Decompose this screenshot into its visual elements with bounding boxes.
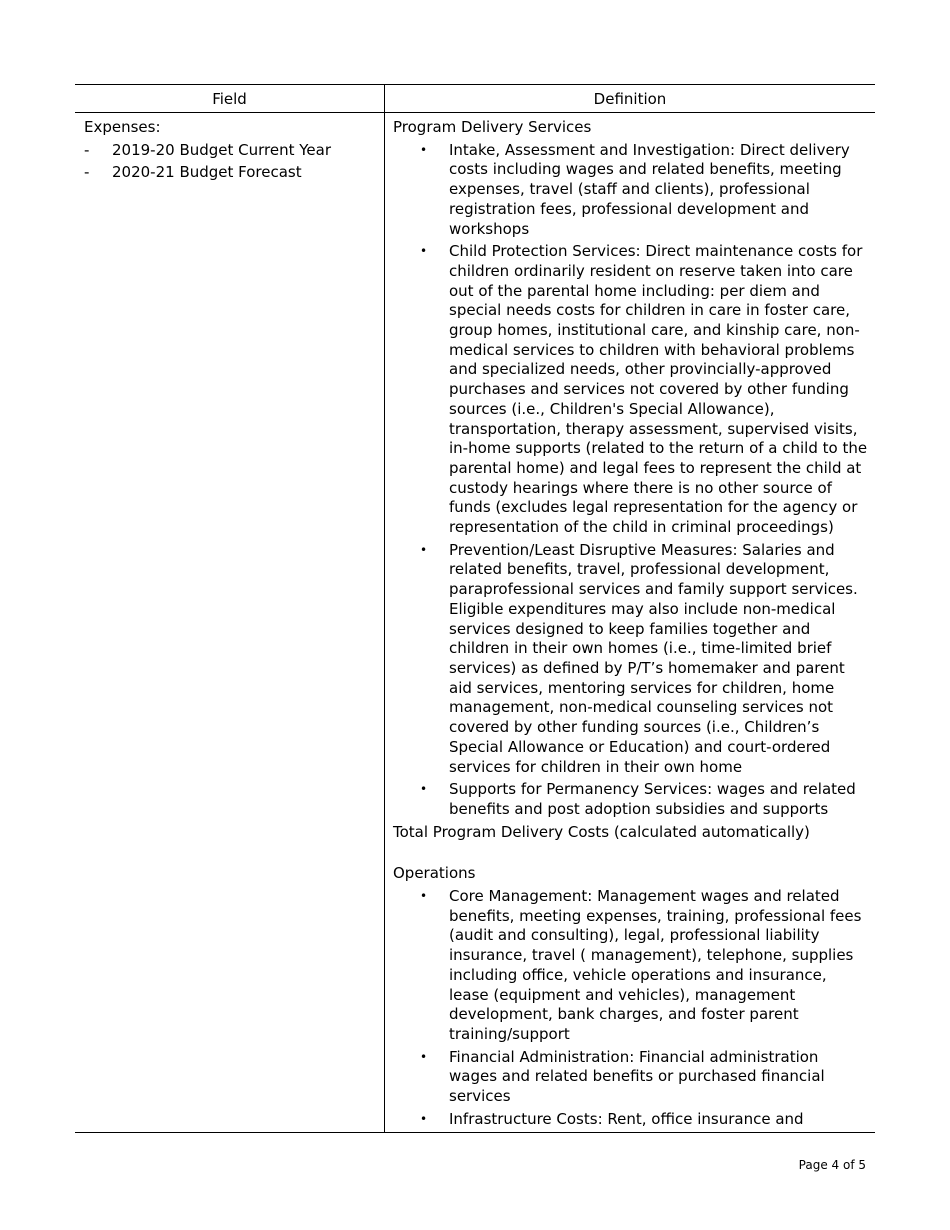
page-number: Page 4 of 5	[798, 1158, 866, 1172]
field-item-list	[84, 141, 378, 183]
list-item-text: Prevention/Least Disruptive Measures: Salaries and related benefits, travel, professional development, paraprofessional services and family support services. Eligible expenditures may also include non-medical services designed to keep families together and children in their own homes (i.e., time-limited brief services) as defined by P/T’s homemaker and parent aid services, mentoring services for children, home management, non-medical counseling services not covered by other funding sources (i.e., Children’s Special Allowance or Education) and court-ordered services for children in their own home	[449, 540, 858, 776]
program-delivery-list	[393, 141, 869, 820]
field-title: Expenses:	[84, 118, 161, 136]
definition-cell	[385, 113, 876, 1133]
definitions-table	[75, 84, 875, 1133]
dash-marker: -	[84, 163, 90, 182]
operations-list	[393, 887, 869, 1129]
bullet-icon: •	[420, 889, 428, 904]
list-item-text: Supports for Permanency Services: wages and related benefits and post adoption subsidies and supports	[449, 780, 856, 818]
field-item	[84, 141, 378, 161]
table-row	[75, 113, 875, 1133]
section-spacer	[393, 842, 869, 864]
field-item	[84, 163, 378, 183]
field-item-text: 2019-20 Budget Current Year	[112, 140, 332, 159]
field-item-text: 2020-21 Budget Forecast	[112, 163, 302, 182]
list-item-text: Child Protection Services: Direct maintenance costs for children ordinarily resident on reserve taken into care out of the parental home including: per diem and special needs costs for children in care in foster care, group homes, institutional care, and kinship care, non-medical services to children with behavioral problems and specialized needs, other provincially-approved purchases and services not covered by other funding sources (i.e., Children's Special Allowance), transportation, therapy assessment, supervised visits, in-home supports (related to the return of a child to the parental home) and legal fees to represent the child at custody hearings where there is no other source of funds (excludes legal representation for the agency or representation of the child in criminal proceedings)	[449, 242, 868, 537]
dash-marker: -	[84, 140, 90, 159]
list-item	[393, 541, 869, 777]
bullet-icon: •	[420, 782, 428, 797]
list-item	[393, 1110, 869, 1130]
definition-column-header: Definition	[385, 85, 876, 113]
program-total-line: Total Program Delivery Costs (calculated automatically)	[393, 822, 810, 841]
list-item-text: Infrastructure Costs: Rent, office insurance and	[449, 1109, 804, 1128]
list-item-text: Financial Administration: Financial administration wages and related benefits or purchased financial services	[449, 1047, 825, 1106]
list-item	[393, 780, 869, 819]
bullet-icon: •	[420, 1111, 428, 1126]
list-item	[393, 887, 869, 1045]
list-item-text: Core Management: Management wages and related benefits, meeting expenses, training, professional fees (audit and consulting), legal, professional liability insurance, travel ( management), telephone, supplies including office, vehicle operations and insurance, lease (equipment and vehicles), management development, bank charges, and foster parent training/support	[449, 887, 862, 1043]
list-item	[393, 1048, 869, 1107]
list-item	[393, 242, 869, 538]
operations-title: Operations	[393, 864, 476, 883]
list-item-text: Intake, Assessment and Investigation: Direct delivery costs including wages and related benefits, meeting expenses, travel (staff and clients), professional registration fees, professional development and workshops	[449, 140, 850, 238]
bullet-icon: •	[420, 1049, 428, 1064]
bullet-icon: •	[420, 142, 428, 157]
table-header-row	[75, 85, 875, 113]
bullet-icon: •	[420, 542, 428, 557]
program-delivery-title: Program Delivery Services	[393, 118, 592, 136]
bullet-icon: •	[420, 244, 428, 259]
field-cell	[75, 113, 385, 1133]
field-column-header: Field	[75, 85, 385, 113]
list-item	[393, 141, 869, 240]
